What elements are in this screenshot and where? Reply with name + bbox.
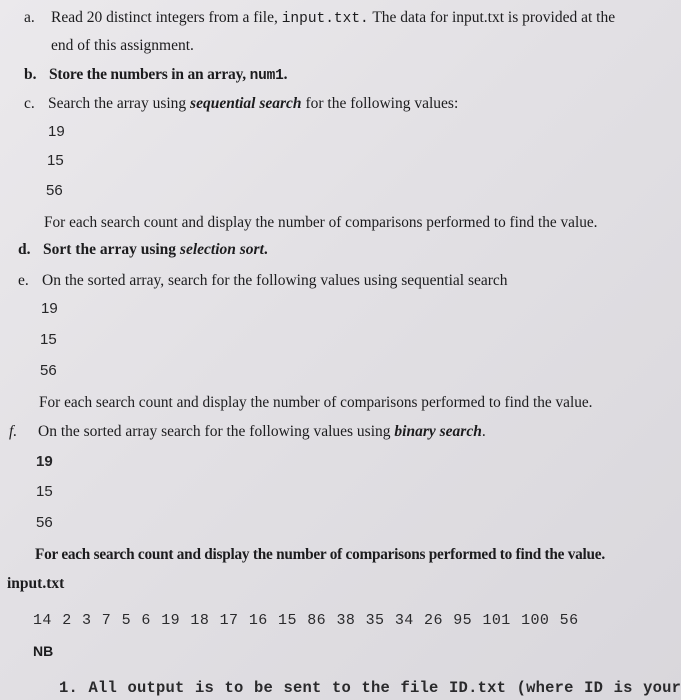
item-d-line bbox=[43, 241, 268, 259]
item-f-line bbox=[38, 423, 486, 441]
item-e-marker: e. bbox=[18, 272, 29, 289]
item-c-note: For each search count and display the number of comparisons performed to find the value. bbox=[44, 214, 598, 231]
item-c-value: 19 bbox=[48, 123, 65, 140]
item-c-text: Search the array using bbox=[48, 95, 191, 112]
item-a-filename: input.txt. bbox=[281, 11, 369, 27]
item-a-text: Read 20 distinct integers from a file, bbox=[51, 9, 282, 26]
item-b-text-2: . bbox=[283, 66, 288, 83]
item-b-text: Store the numbers in an array, bbox=[49, 66, 250, 83]
item-a-marker: a. bbox=[24, 9, 35, 26]
item-e-value: 15 bbox=[40, 331, 57, 348]
item-f-value: 19 bbox=[36, 453, 53, 470]
nb-item-1: 1. All output is to be sent to the file ID.txt (where ID is your bbox=[59, 679, 681, 697]
item-e-note: For each search count and display the number of comparisons performed to find the value. bbox=[39, 394, 593, 411]
item-f-value: 15 bbox=[36, 483, 53, 500]
nb-heading: NB bbox=[33, 643, 54, 659]
input-file-numbers: 14 2 3 7 5 6 19 18 17 16 15 86 38 35 34 26 95 101 100 56 bbox=[33, 612, 579, 629]
item-f-text: On the sorted array search for the following values using bbox=[38, 423, 395, 440]
item-c-method: sequential search bbox=[190, 95, 302, 112]
item-c-text-2: for the following values: bbox=[301, 95, 459, 112]
item-f-text-2: . bbox=[481, 423, 486, 440]
item-d-text: Sort the array using bbox=[43, 241, 180, 258]
item-d-text-2: . bbox=[263, 241, 268, 258]
item-e-value: 56 bbox=[40, 362, 57, 379]
item-c-marker: c. bbox=[24, 95, 35, 112]
item-a-line-1 bbox=[51, 9, 615, 28]
item-e-value: 19 bbox=[41, 300, 58, 317]
item-a-line-2: end of this assignment. bbox=[51, 37, 194, 54]
item-c-line bbox=[48, 95, 458, 113]
item-a-text-2: The data for input.txt is provided at the bbox=[368, 9, 616, 26]
item-e-line: On the sorted array, search for the following values using sequential search bbox=[42, 272, 508, 289]
item-d-method: selection sort bbox=[179, 241, 264, 258]
item-f-value: 56 bbox=[36, 514, 53, 531]
item-b-marker: b. bbox=[24, 66, 37, 83]
item-f-marker: f. bbox=[9, 423, 18, 440]
item-d-marker: d. bbox=[18, 241, 31, 258]
item-c-value: 15 bbox=[47, 152, 64, 169]
item-b-array-name: num1 bbox=[249, 68, 284, 84]
item-b-line bbox=[49, 66, 287, 85]
item-c-value: 56 bbox=[46, 182, 63, 199]
item-f-note: For each search count and display the number of comparisons performed to find the value. bbox=[35, 546, 605, 563]
item-f-method: binary search bbox=[394, 423, 482, 440]
input-file-heading: input.txt bbox=[7, 575, 65, 592]
